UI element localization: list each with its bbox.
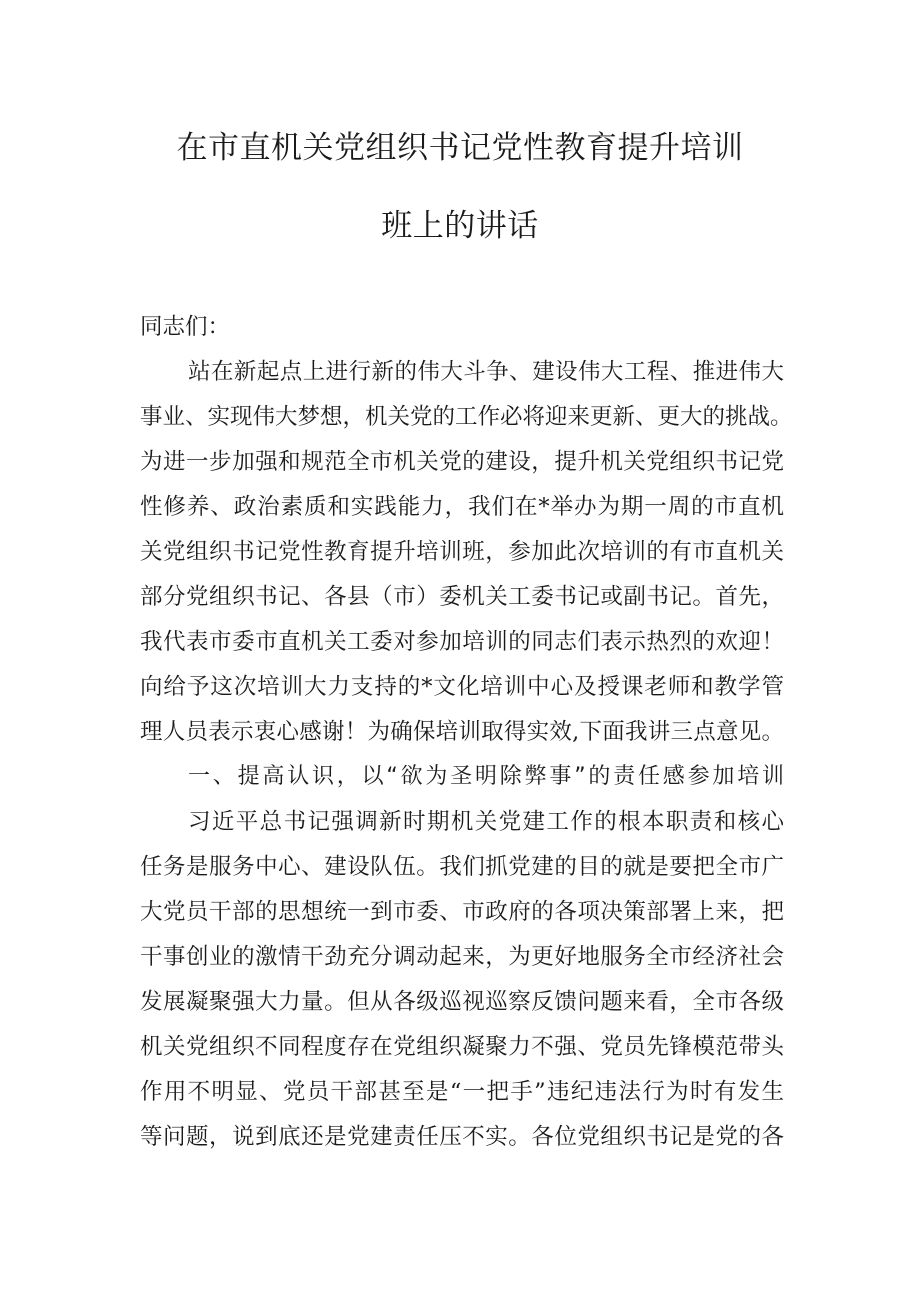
paragraph-2-line: 作用不明显、党员干部甚至是“一把手”违纪违法行为时有发生	[140, 1079, 784, 1105]
paragraph-1-line: 事业、实现伟大梦想，机关党的工作必将迎来更新、更大的挑战。	[140, 404, 793, 430]
paragraph-1-line: 站在新起点上进行新的伟大斗争、建设伟大工程、推进伟大	[188, 359, 784, 385]
paragraph-1-line: 向给予这次培训大力支持的*文化培训中心及授课老师和教学管	[140, 674, 784, 700]
paragraph-1-line: 关党组织书记党性教育提升培训班，参加此次培训的有市直机关	[140, 539, 784, 565]
paragraph-2-line: 干事创业的激情干劲充分调动起来，为更好地服务全市经济社会	[140, 944, 784, 970]
paragraph-1-line: 性修养、政治素质和实践能力，我们在*举办为期一周的市直机	[140, 494, 784, 520]
paragraph-2-line: 等问题，说到底还是党建责任压不实。各位党组织书记是党的各	[140, 1124, 784, 1150]
salutation: 同志们：	[140, 314, 231, 340]
paragraph-2-line: 大党员干部的思想统一到市委、市政府的各项决策部署上来，把	[140, 899, 784, 925]
paragraph-2-line: 任务是服务中心、建设队伍。我们抓党建的目的就是要把全市广	[140, 854, 784, 880]
paragraph-1-line: 我代表市委市直机关工委对参加培训的同志们表示热烈的欢迎！	[140, 629, 784, 655]
paragraph-2-line: 机关党组织不同程度存在党组织凝聚力不强、党员先锋模范带头	[140, 1034, 784, 1060]
paragraph-1-line: 为进一步加强和规范全市机关党的建设，提升机关党组织书记党	[140, 449, 784, 475]
paragraph-1-line: 部分党组织书记、各县（市）委机关工委书记或副书记。首先，	[140, 584, 784, 610]
paragraph-1-line: 理人员表示衷心感谢！为确保培训取得实效,下面我讲三点意见。	[140, 719, 784, 745]
section-1-heading: 一、提高认识，以“欲为圣明除弊事”的责任感参加培训	[188, 764, 784, 789]
paragraph-2-line: 习近平总书记强调新时期机关党建工作的根本职责和核心	[188, 809, 784, 835]
document-title-line-1: 在市直机关党组织书记党性教育提升培训	[176, 130, 744, 166]
paragraph-2-line: 发展凝聚强大力量。但从各级巡视巡察反馈问题来看，全市各级	[140, 989, 784, 1015]
document-title-line-2: 班上的讲话	[381, 208, 539, 244]
